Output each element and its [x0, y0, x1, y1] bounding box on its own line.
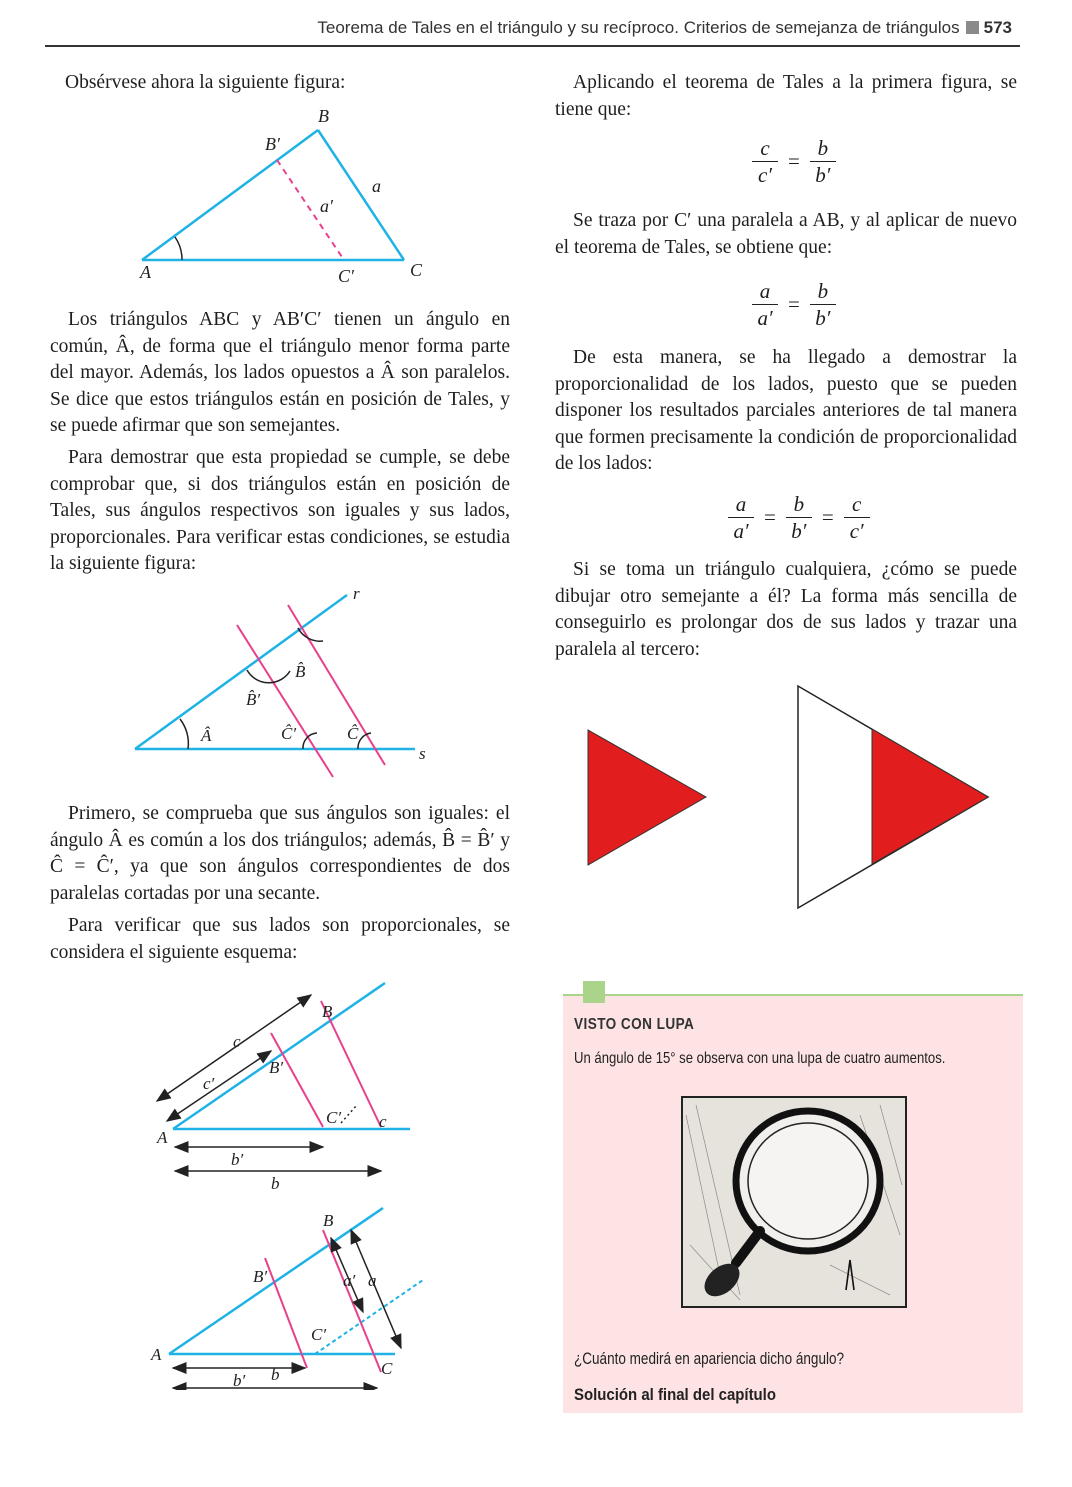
denominator: b′ — [791, 519, 807, 543]
figure-similar-triangles — [580, 680, 1000, 915]
formula-c-over-cp — [748, 136, 840, 187]
numerator: b — [817, 136, 829, 160]
label-ap: a′ — [320, 196, 333, 216]
box-solution: Solución al final del capítulo — [574, 1385, 776, 1404]
green-tab — [583, 981, 605, 1003]
label-a: A — [140, 262, 151, 282]
numerator: a — [759, 279, 771, 303]
numerator: b — [817, 279, 829, 303]
equals-sign: = — [821, 505, 834, 529]
numerator: a — [735, 492, 747, 516]
label-ap: a′ — [343, 1271, 356, 1290]
angle-a-arc — [175, 237, 182, 260]
label-c: C — [410, 260, 423, 280]
label-cp-hat: Ĉ′ — [281, 724, 297, 743]
line-r — [135, 595, 347, 749]
label-bp-length: b′ — [233, 1371, 246, 1390]
denominator: a′ — [757, 306, 773, 330]
header-title: Teorema de Tales en el triángulo y su recíproco. Criterios de semejanza de triángulos — [317, 18, 960, 37]
parallel-bp — [271, 1033, 323, 1127]
label-cp-length: c′ — [203, 1074, 215, 1093]
label-cp: C′ — [311, 1325, 327, 1344]
label-a: A — [151, 1345, 162, 1364]
right-paragraph-4: Si se toma un triángulo cualquiera, ¿cómo se puede dibujar otro semejante a él? La forma más sencilla de conseguirlo es prolongar dos de sus lados y trazar una paralela al tercero: — [555, 559, 1017, 660]
side-ab — [142, 130, 318, 260]
label-s: s — [419, 744, 426, 763]
lens-glass — [748, 1123, 868, 1239]
equals-sign: = — [788, 149, 800, 173]
label-c: c — [233, 1032, 241, 1051]
formula-a-over-ap — [748, 279, 840, 330]
numerator: b — [793, 492, 805, 516]
right-paragraph-1: Aplicando el teorema de Tales a la primera figura, se tiene que: — [555, 72, 1017, 120]
label-bp: B′ — [253, 1267, 268, 1286]
side-bc — [318, 130, 404, 260]
denominator: b′ — [815, 163, 831, 187]
label-r: r — [353, 585, 360, 603]
label-a-side: a — [372, 176, 381, 196]
label-bp-hat: B̂′ — [246, 690, 261, 709]
parallel-2 — [288, 605, 385, 765]
label-bp: B′ — [265, 134, 280, 154]
label-b: B — [323, 1211, 334, 1230]
left-paragraph-1: Obsérvese ahora la siguiente figura: — [65, 72, 346, 93]
denominator: a′ — [733, 519, 749, 543]
figure-scheme-sides-a — [145, 1200, 435, 1390]
left-paragraph-5: Para verificar que sus lados son proporcionales, se considera el siguiente esquema: — [50, 915, 510, 963]
label-b: B — [322, 1002, 333, 1021]
label-bp-length: b′ — [231, 1150, 244, 1169]
label-c-right: c — [379, 1112, 387, 1131]
right-paragraph-2: Se traza por C′ una paralela a AB, y al aplicar de nuevo el teorema de Tales, se obtiene que: — [555, 210, 1017, 258]
left-paragraph-4: Primero, se comprueba que sus ángulos son iguales: el ángulo Â es común a los dos triángulos; además, B̂ = B̂′ y Ĉ = Ĉ′, ya que son ángulos correspondientes de dos paralelas cortadas por una secante. — [50, 803, 510, 904]
box-question: ¿Cuánto medirá en apariencia dicho ángulo? — [574, 1350, 845, 1368]
box-title: VISTO CON LUPA — [574, 1016, 695, 1033]
label-cp: C′ — [326, 1108, 342, 1127]
label-c-hat: Ĉ — [347, 724, 359, 743]
label-a-length: a — [368, 1271, 377, 1290]
label-cp: C′ — [338, 266, 354, 286]
running-header — [317, 18, 1012, 38]
dotted-mark — [341, 1105, 357, 1123]
side-ab — [173, 983, 385, 1129]
angle-a-arc — [180, 719, 188, 749]
label-b-hat: B̂ — [295, 662, 306, 681]
header-rule — [45, 45, 1020, 47]
label-a-hat: Â — [201, 726, 212, 745]
angle-b-arc — [298, 628, 323, 641]
numerator: c — [760, 136, 770, 160]
label-bp: B′ — [269, 1058, 284, 1077]
label-a: A — [157, 1128, 168, 1147]
angle-c-arc — [358, 733, 371, 749]
small-red-triangle — [588, 730, 706, 865]
magnifier-illustration — [680, 1095, 910, 1310]
box-top-rule — [563, 994, 1023, 996]
equals-sign: = — [788, 292, 800, 316]
figure-parallels-angles — [125, 585, 445, 785]
label-c: C — [381, 1359, 393, 1378]
figure-scheme-sides-c — [145, 975, 425, 1200]
label-b: B — [318, 106, 329, 126]
label-b-length: b — [271, 1174, 280, 1193]
left-paragraph-3: Para demostrar que esta propiedad se cumple, se debe comprobar que, si dos triángulos están en posición de Tales, sus ángulos respectivos son iguales y sus lados, proporcionales. Para verificar estas condiciones, se estudia la siguiente figura: — [50, 447, 510, 574]
left-paragraph-2: Los triángulos ABC y AB′C′ tienen un ángulo en común, Â, de forma que el triángulo menor forma parte del mayor. Además, los lados opuestos a Â son paralelos. Se dice que estos triángulos están en posición de Tales, y se puede afirmar que son semejantes. — [50, 309, 510, 436]
numerator: c — [852, 492, 862, 516]
parallel-b — [323, 1230, 381, 1372]
denominator: c′ — [849, 519, 864, 543]
figure-triangle-abc — [120, 100, 440, 290]
segment-bp-cp — [277, 160, 344, 260]
page-number: 573 — [983, 18, 1012, 37]
arrow-cp — [167, 1051, 271, 1121]
square-bullet-icon — [966, 21, 979, 34]
denominator: b′ — [815, 306, 831, 330]
right-paragraph-3: De esta manera, se ha llegado a demostrar la proporcionalidad de los lados, puesto que se pueden disponer los resultados parciales anteriores de tal manera que formen precisamente la condición de proporcionalidad de los lados: — [555, 347, 1017, 474]
label-b-length: b — [271, 1365, 280, 1384]
box-text: Un ángulo de 15° se observa con una lupa de cuatro aumentos. — [574, 1050, 946, 1067]
formula-proportionality — [724, 492, 874, 543]
denominator: c′ — [758, 163, 772, 187]
red-triangle-part — [872, 729, 988, 864]
equals-sign: = — [764, 505, 776, 529]
